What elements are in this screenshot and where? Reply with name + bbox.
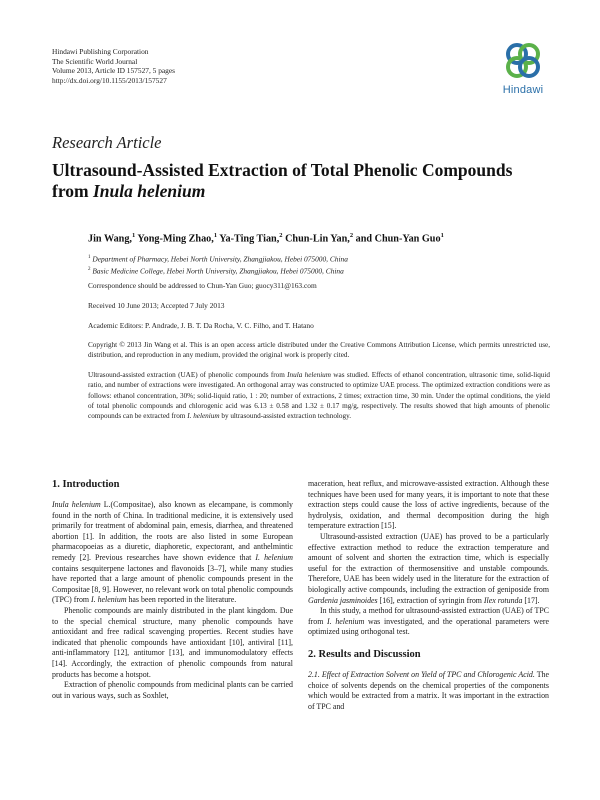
left-column — [52, 479, 293, 701]
volume-info: Volume 2013, Article ID 157527, 5 pages — [52, 66, 176, 76]
title-line-2: from Inula helenium — [52, 181, 206, 201]
correspondence: Correspondence should be addressed to Chun-Yan Guo; guocy311@163.com — [88, 281, 317, 290]
intro-paragraph: Ultrasound-assisted extraction (UAE) has proved to be a particularly effective extraction method to reduce the extraction temperature and amount of solvent and shorten the extraction time, which is especially useful for the extraction of thermosensitive and unstable compounds. Therefore, UAE has been widely used in the literature for the extraction of biologically active compounds, including the extraction of geniposide from Gardenia jasminoides [16], extraction of syringin from Ilex rotunda [17]. — [308, 531, 549, 605]
abstract: Ultrasound-assisted extraction (UAE) of phenolic compounds from Inula helenium was studied. Effects of ethanol concentration, ultrasonic time, solid-liquid ratio, and number of extractions were investigated. An orthogonal array was constructed to optimize UAE process. The optimized extraction conditions were as follows: ethanol concentration, 30%; solid-liquid ratio, 1 : 20; number of extractions, 2 times; extraction time, 30 min. Under the optimal conditions, the yield of total phenolic compounds and chlorogenic acid was 6.13 ± 0.58 and 1.32 ± 0.17 mg/g, respectively. The results showed that high amounts of phenolic compounds can be extracted from I. helenium by ultrasound-assisted extraction technology. — [88, 371, 550, 421]
received-dates: Received 10 June 2013; Accepted 7 July 2013 — [88, 301, 225, 310]
author: Yong-Ming Zhao, — [135, 233, 214, 245]
publisher-name: Hindawi Publishing Corporation — [52, 47, 149, 56]
doi-link[interactable]: http://dx.doi.org/10.1155/2013/157527 — [52, 75, 167, 85]
results-paragraph: 2.1. Effect of Extraction Solvent on Yield of TPC and Chlorogenic Acid. The choice of solvents depends on the chemical properties of the components which would be extracted from a matrix. It was important in the extraction of TPC and — [308, 669, 549, 711]
hindawi-logo — [497, 40, 549, 102]
title-line-1: Ultrasound-Assisted Extraction of Total Phenolic Compounds — [52, 160, 513, 180]
article-title — [52, 160, 552, 202]
academic-editors: Academic Editors: P. Andrade, J. B. T. Da Rocha, V. C. Filho, and T. Hatano — [88, 321, 314, 330]
author-list: Jin Wang,$^1$ Yong-Ming Zhao,$^1$ Ya-Ting Tian,$^2$ Chun-Lin Yan,$^2$ and Chun-Yan Guo$^1$ — [88, 232, 444, 245]
intro-paragraph: maceration, heat reflux, and microwave-assisted extraction. Although these techniques have been used for many years, it is important to note that these extraction steps could cause the loss of active ingredients, because of the hydrolysis, oxidation, and thermal decomposition during the high temperature extraction [15]. — [308, 479, 549, 531]
author: Chun-Lin Yan, — [282, 233, 350, 245]
affiliations — [88, 252, 348, 277]
hindawi-rings-logo-icon — [503, 40, 543, 82]
intro-paragraph: Phenolic compounds are mainly distributed in the plant kingdom. Due to the special chemical structure, many phenolic compounds have antioxidant and free radical scavenging properties. Recent studies have indicated that phenolic compounds have antioxidant [10], antiviral [11], anti-inflammatory [12], antitumor [13], and immunomodulatory effects [14]. Accordingly, the extraction of phenolic compounds from natural products has become a hotspot. — [52, 605, 293, 679]
journal-name: The Scientific World Journal — [52, 56, 138, 66]
intro-paragraph: In this study, a method for ultrasound-assisted extraction (UAE) of TPC from I. helenium was investigated, and the operational parameters were optimized using orthogonal test. — [308, 606, 550, 637]
intro-paragraph: Inula helenium L.(Compositae), also known as elecampane, is commonly found in the north of China. In traditional medicine, it is extensively used primarily for treatment of abdominal pain, emesis, diarrhea, and threatened abortion [1]. In addition, the roots are also listed in some European pharmacopoeias as a diuretic, diaphoretic, expectorant, and anthelmintic remedy [2]. Previous researches have shown evidence that I. helenium contains sesquiterpene lactones and flavonoids [3–7], while many studies have reported that a large amount of phenolic compounds present in the Compositae [8, 9]. However, no relevant work on total phenolic compounds (TPC) from I. helenium has been reported in the literature. — [52, 500, 293, 605]
intro-paragraph: Extraction of phenolic compounds from medicinal plants can be carried out in various ways, such as Soxhlet, — [52, 680, 293, 700]
section-heading-results: 2. Results and Discussion — [308, 648, 421, 660]
title-species: Inula helenium — [92, 181, 206, 201]
right-column — [308, 479, 549, 712]
section-heading-introduction: 1. Introduction — [52, 479, 120, 490]
article-type: Research Article — [52, 133, 162, 152]
author: and Chun-Yan Guo — [353, 233, 441, 245]
author: Jin Wang, — [88, 233, 132, 245]
logo-wordmark: Hindawi — [502, 84, 544, 96]
masthead — [52, 47, 175, 85]
affiliation: $^1$ Department of Pharmacy, Hebei North University, Zhangjiakou, Hebei 075000, China — [88, 254, 348, 264]
copyright-notice: Copyright © 2013 Jin Wang et al. This is an open access article distributed under the Creative Commons Attribution License, which permits unrestricted use, distribution, and reproduction in any medium, provided the original work is properly cited. — [88, 341, 550, 359]
author: Ya-Ting Tian, — [217, 233, 280, 245]
affiliation: $^2$ Basic Medicine College, Hebei North University, Zhangjiakou, Hebei 075000, China — [88, 266, 344, 276]
